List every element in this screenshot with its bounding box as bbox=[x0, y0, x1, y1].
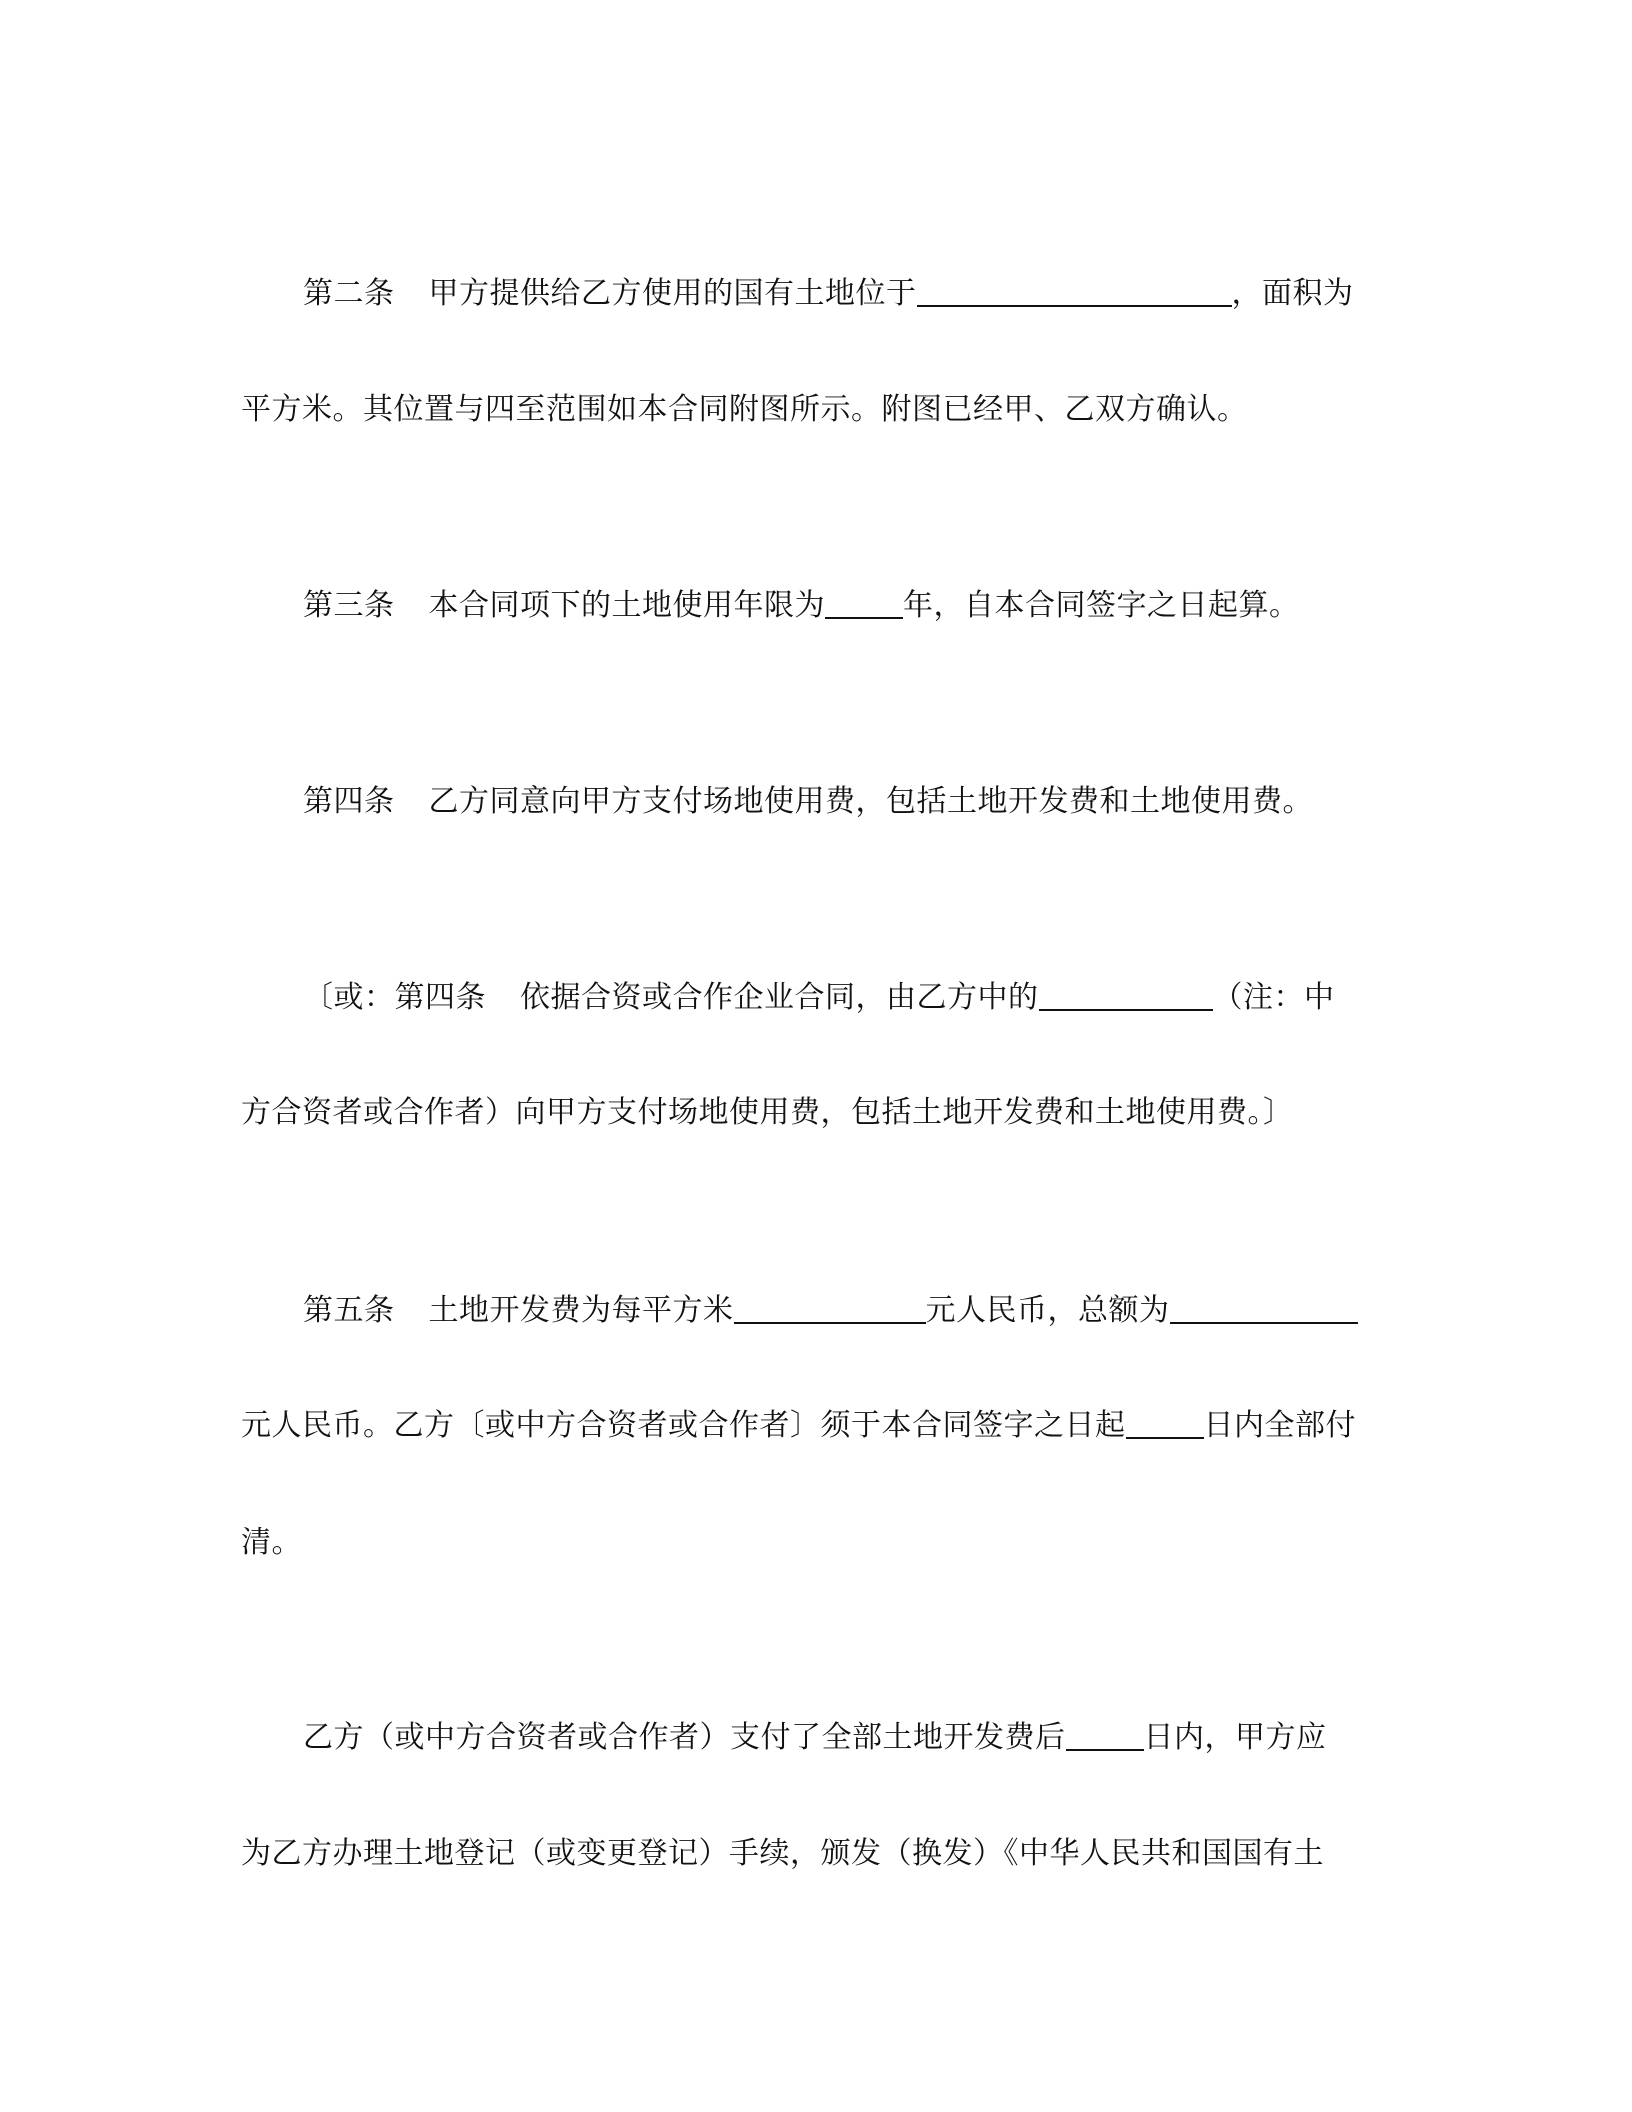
article-5-text-b: 元人民币，总额为 bbox=[925, 1293, 1170, 1328]
paragraph-6-text-a: 乙方（或中方合资者或合作者）支付了全部土地开发费后 bbox=[303, 1720, 1066, 1755]
total-amount-blank[interactable] bbox=[1170, 1292, 1358, 1324]
article-5-line-3: 清。 bbox=[241, 1525, 302, 1560]
article-5-line2-b: 日内全部付 bbox=[1203, 1408, 1356, 1443]
article-5-line-1 bbox=[303, 1291, 1443, 1331]
article-5-line2-a: 元人民币。乙方〔或中方合资者或合作者〕须于本合同签字之日起 bbox=[241, 1408, 1126, 1443]
article-4-alt-prefix: 〔或：第四条 bbox=[303, 980, 486, 1015]
party-blank[interactable] bbox=[1039, 979, 1213, 1011]
article-4-alt-text-a: 依据合资或合作企业合同，由乙方中的 bbox=[520, 980, 1039, 1015]
article-4-alt-text-b: （注：中 bbox=[1212, 980, 1335, 1015]
article-4-label: 第四条 bbox=[303, 784, 395, 819]
article-2-label: 第二条 bbox=[303, 276, 395, 311]
article-2-line-2: 平方米。其位置与四至范围如本合同附图所示。附图已经甲、乙双方确认。 bbox=[241, 392, 1248, 427]
paragraph-6-line-2: 为乙方办理土地登记（或变更登记）手续，颁发（换发）《中华人民共和国国有土 bbox=[241, 1836, 1324, 1871]
registration-days-blank[interactable] bbox=[1066, 1719, 1144, 1751]
article-4-alt-line-1 bbox=[303, 978, 1443, 1018]
payment-days-blank[interactable] bbox=[1126, 1407, 1204, 1439]
article-3-text-b: 年，自本合同签字之日起算。 bbox=[903, 588, 1300, 623]
article-5-text-a: 土地开发费为每平方米 bbox=[428, 1293, 734, 1328]
article-2-text-a: 甲方提供给乙方使用的国有土地位于 bbox=[428, 276, 917, 311]
article-2-text-b: ，面积为 bbox=[1231, 276, 1354, 311]
term-years-blank[interactable] bbox=[825, 587, 903, 619]
article-5-line-2 bbox=[241, 1406, 1381, 1446]
unit-price-blank[interactable] bbox=[734, 1292, 926, 1324]
article-4-line-1 bbox=[303, 782, 1443, 822]
paragraph-6-line-1 bbox=[303, 1718, 1443, 1758]
paragraph-6-text-b: 日内，甲方应 bbox=[1143, 1720, 1327, 1755]
article-5-label: 第五条 bbox=[303, 1293, 395, 1328]
article-4-alt-line-2: 方合资者或合作者）向甲方支付场地使用费，包括土地开发费和土地使用费。〕 bbox=[241, 1095, 1294, 1130]
article-3-label: 第三条 bbox=[303, 588, 395, 623]
article-3-text-a: 本合同项下的土地使用年限为 bbox=[428, 588, 825, 623]
article-2-line-1 bbox=[303, 274, 1443, 314]
article-4-text: 乙方同意向甲方支付场地使用费，包括土地开发费和土地使用费。 bbox=[428, 784, 1313, 819]
article-3-line-1 bbox=[303, 586, 1443, 626]
location-blank[interactable] bbox=[917, 275, 1232, 307]
